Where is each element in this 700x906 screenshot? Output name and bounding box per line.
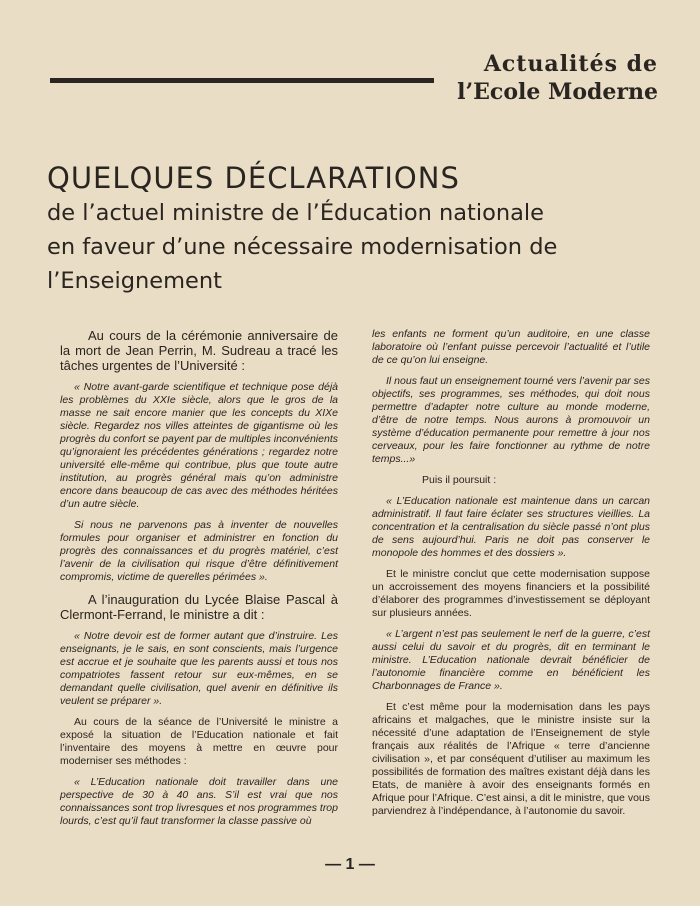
title-main: QUELQUES DÉCLARATIONS: [47, 161, 460, 195]
title-sub-2: en faveur d’une nécessaire modernisation de: [47, 234, 558, 260]
quote-paragraph: « L’Education nationale doit travailler dans une perspective de 30 à 40 ans. S’il est vrai que nos connaissances sont trop livresques et nos programmes trop lourds, c’est qu’il faut transformer la classe passive où: [60, 776, 338, 827]
article-title: [47, 160, 667, 298]
paragraph: Au cours de la séance de l’Université le ministre a exposé la situation de l’Education nationale et fait l’inventaire des moyens à mettre en œuvre pour moderniser ses méthodes :: [60, 716, 338, 767]
quote-paragraph: « Notre avant-garde scientifique et technique pose déjà les problèmes du XXIe siècle, alors que le gros de la masse ne sait encore manier que les concepts du XIXe siècle. Regardez nos villes atteintes de gigantisme où les progrès du confort se payent par de multiples inconvénients qu’ignoraient les précédentes générations ; regardez notre université elle-même qui contribue, plus que toute autre institution, au progrès général mais qu’on administre encore dans beaucoup de cas avec des méthodes héritées d’un autre siècle.: [60, 381, 338, 510]
paragraph: A l’inauguration du Lycée Blaise Pascal à Clermont-Ferrand, le ministre a dit :: [60, 592, 338, 622]
title-sub-3: l’Enseignement: [47, 268, 222, 294]
right-column: [372, 328, 650, 826]
paragraph: Et c’est même pour la modernisation dans les pays africains et malgaches, que le ministre insiste sur la nécessité d’une adaptation de l’Enseignement de style français aux réalités de l’Afrique « terre d’ancienne civilisation », et par conséquent d’utiliser au maximum les possibilités de formation des maîtres existant déjà dans les Etats, de manière à avoir des enseignants formés en Afrique pour l’Afrique. C’est ainsi, a dit le ministre, que vous parviendrez à l’indépendance, à l’autonomie du savoir.: [372, 701, 650, 817]
left-column: [60, 328, 338, 836]
paragraph: Et le ministre conclut que cette modernisation suppose un accroissement des moyens financiers et la possibilité d’élaborer des programmes d’investissement se déployant sur plusieurs années.: [372, 568, 650, 619]
title-sub-1: de l’actuel ministre de l’Éducation nationale: [47, 200, 545, 226]
quote-paragraph: Il nous faut un enseignement tourné vers l’avenir par ses objectifs, ses programmes, ses méthodes, qui doit nous permettre d’adapter notre culture au monde moderne, d’être de notre temps. Nous aurons à promouvoir un système d’éducation permanente pour remettre à jour nos cerveaux, pour les faire fonctionner au rythme de notre temps...»: [372, 375, 650, 465]
quote-paragraph: « L’Education nationale est maintenue dans un carcan administratif. Il faut faire éclater ses structures vieillies. La concentration et la centralisation du siècle passé n’ont plus de sens aujourd’hui. Paris ne doit pas conserver le monopole des hommes et des dossiers ».: [372, 495, 650, 559]
quote-paragraph: « L’argent n’est pas seulement le nerf de la guerre, c’est aussi celui du savoir et du progrès, dit en terminant le ministre. L’Education nationale devrait bénéficier de l’autonomie financière comme en bénéficient les Charbonnages de France ».: [372, 628, 650, 692]
paragraph: Puis il poursuit :: [422, 474, 497, 486]
section-header-line2: l’Ecole Moderne: [457, 79, 658, 105]
quote-paragraph: les enfants ne forment qu’un auditoire, en une classe laboratoire où l’enfant puisse percevoir l’actualité et l’utile de ce qu’on lui enseigne.: [372, 328, 650, 366]
section-header: [440, 50, 658, 106]
page-number: — 1 —: [325, 856, 375, 873]
quote-paragraph: « Notre devoir est de former autant que d’instruire. Les enseignants, je le sais, en sont conscients, mais l’urgence est accrue et je souhaite que les parents aussi et tous nos compatriotes fassent retour sur eux-mêmes, en se demandant quelle civilisation, quel avenir en définitive ils veulent se préparer ».: [60, 630, 338, 707]
quote-paragraph: Si nous ne parvenons pas à inventer de nouvelles formules pour organiser et administrer en fonction du progrès des connaissances et du progrès matériel, c’est l’avenir de la civilisation qui risque d’être définitivement compromis, victime de querelles périmées ».: [60, 519, 338, 583]
header-rule: [50, 78, 434, 83]
paragraph: Au cours de la cérémonie anniversaire de la mort de Jean Perrin, M. Sudreau a tracé les tâches urgentes de l’Université :: [60, 328, 338, 373]
section-header-line1: Actualités de: [483, 51, 658, 77]
